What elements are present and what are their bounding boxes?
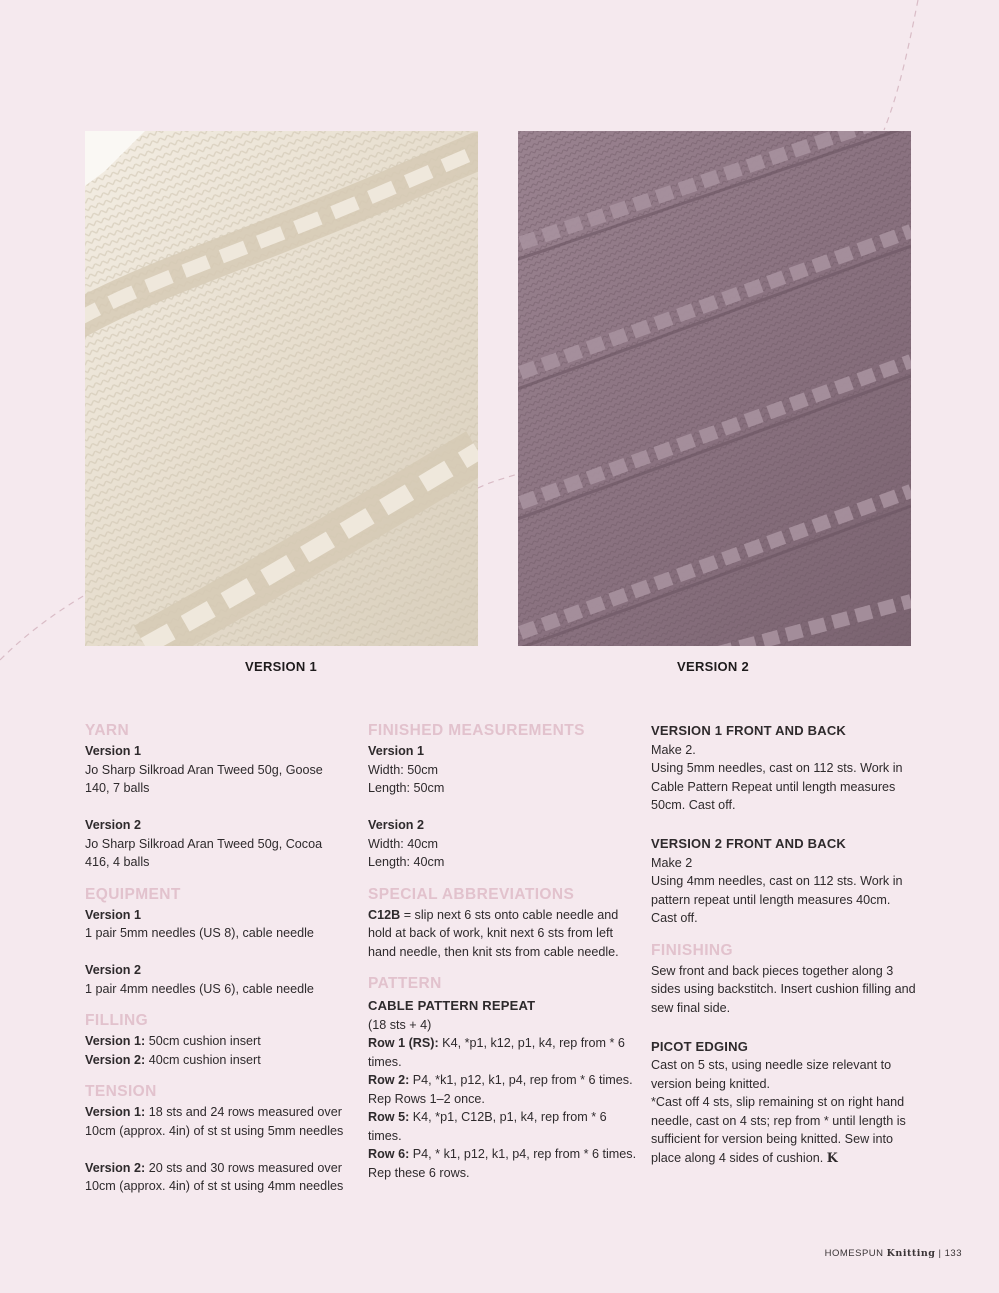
footer-section: Knitting bbox=[886, 1248, 936, 1259]
measurements-v1-length: Length: 50cm bbox=[368, 781, 445, 795]
v1-make-count: Make 2. bbox=[651, 742, 696, 757]
row2-label: Row 2: bbox=[368, 1073, 410, 1087]
rep-all-text: Rep these 6 rows. bbox=[368, 1165, 470, 1180]
column-pattern bbox=[368, 720, 638, 1182]
row2-text: P4, *k1, p12, k1, p4, rep from * 6 times. bbox=[409, 1073, 633, 1087]
row1-text: K4, *p1, k12, p1, k4, rep from * 6 times. bbox=[368, 1036, 625, 1069]
heading-equipment: EQUIPMENT bbox=[85, 885, 181, 903]
mauve-cable-knit-photo bbox=[518, 131, 911, 646]
page-footer bbox=[825, 1248, 962, 1259]
heading-picot-edging: PICOT EDGING bbox=[651, 1038, 749, 1054]
rep-rows-text: Rep Rows 1–2 once. bbox=[368, 1091, 485, 1106]
row5-label: Row 5: bbox=[368, 1110, 410, 1124]
column-materials bbox=[85, 720, 350, 1196]
finishing-text: Sew front and back pieces together along 3 sides using backstitch. Insert cushion filling and sew final side. bbox=[651, 963, 916, 1015]
v2-make-count: Make 2 bbox=[651, 855, 693, 870]
row6-text: P4, * k1, p12, k1, p4, rep from * 6 times. bbox=[409, 1147, 637, 1161]
measurements-v2-length: Length: 40cm bbox=[368, 855, 445, 869]
equipment-v1-label: Version 1 bbox=[85, 907, 142, 922]
footer-separator: | bbox=[938, 1248, 945, 1259]
heading-finishing: FINISHING bbox=[651, 941, 733, 959]
yarn-v2-text: Jo Sharp Silkroad Aran Tweed 50g, Cocoa 416, 4 balls bbox=[85, 836, 323, 869]
heading-yarn: YARN bbox=[85, 722, 130, 739]
filling-v2-label: Version 2: bbox=[85, 1052, 146, 1067]
equipment-v2-label: Version 2 bbox=[85, 963, 142, 977]
equipment-v1-text: 1 pair 5mm needles (US 8), cable needle bbox=[85, 926, 314, 940]
pattern-subheading: CABLE PATTERN REPEAT bbox=[368, 998, 536, 1013]
heading-filling: FILLING bbox=[85, 1012, 149, 1029]
measurements-v2-label: Version 2 bbox=[368, 818, 425, 832]
v1-front-back-text: Using 5mm needles, cast on 112 sts. Work in Cable Pattern Repeat until length measures 50cm. Cast off. bbox=[651, 761, 903, 812]
heading-pattern: PATTERN bbox=[368, 975, 442, 992]
measurements-v2-width: Width: 40cm bbox=[368, 836, 438, 851]
picot-text-2: *Cast off 4 sts, slip remaining st on right hand needle, cast on 4 sts; rep from * until length is sufficient for version being knitted. Sew into place along 4 sides of cushion. bbox=[651, 1095, 906, 1165]
abbreviation-term: C12B bbox=[368, 907, 401, 922]
measurements-v1-label: Version 1 bbox=[368, 744, 425, 758]
filling-v1-text: 50cm cushion insert bbox=[148, 1034, 261, 1048]
heading-v2-front-back: VERSION 2 FRONT AND BACK bbox=[651, 836, 846, 851]
equipment-v2-text: 1 pair 4mm needles (US 6), cable needle bbox=[85, 981, 314, 996]
yarn-v1-text: Jo Sharp Silkroad Aran Tweed 50g, Goose 140, 7 balls bbox=[85, 762, 323, 795]
footer-page-number: 133 bbox=[944, 1248, 962, 1259]
tension-v1-label: Version 1: bbox=[85, 1105, 146, 1119]
yarn-v2-label: Version 2 bbox=[85, 818, 142, 832]
v2-front-back-text: Using 4mm needles, cast on 112 sts. Work in pattern repeat until length measures 40cm. Cast off. bbox=[651, 874, 903, 925]
heading-v1-front-back: VERSION 1 FRONT AND BACK bbox=[651, 723, 846, 738]
end-mark: K bbox=[826, 1149, 838, 1165]
tension-v2-label: Version 2: bbox=[85, 1160, 146, 1175]
caption-version-1: VERSION 1 bbox=[245, 659, 318, 674]
filling-v1-label: Version 1: bbox=[85, 1034, 146, 1048]
filling-v2-text: 40cm cushion insert bbox=[148, 1052, 261, 1067]
row1-label: Row 1 (RS): bbox=[368, 1036, 439, 1050]
heading-tension: TENSION bbox=[85, 1083, 157, 1100]
caption-version-2: VERSION 2 bbox=[677, 659, 750, 674]
cream-cable-knit-photo bbox=[85, 131, 478, 646]
tension-v1-text: 18 sts and 24 rows measured over 10cm (approx. 4in) of st st using 5mm needles bbox=[85, 1105, 344, 1138]
picot-text-1: Cast on 5 sts, using needle size relevant to version being knitted. bbox=[651, 1058, 892, 1091]
footer-magazine: HOMESPUN bbox=[824, 1248, 884, 1259]
abbreviation-text: = slip next 6 sts onto cable needle and hold at back of work, knit next 6 sts from left hand needle, then knit sts from cable needle. bbox=[368, 907, 619, 959]
row5-text: K4, *p1, C12B, p1, k4, rep from * 6 times. bbox=[368, 1110, 607, 1143]
row6-label: Row 6: bbox=[368, 1147, 410, 1161]
column-making-up bbox=[651, 720, 916, 1167]
measurements-v1-width: Width: 50cm bbox=[368, 762, 438, 777]
heading-finished-measurements: FINISHED MEASUREMENTS bbox=[368, 722, 585, 739]
tension-v2-text: 20 sts and 30 rows measured over 10cm (approx. 4in) of st st using 4mm needles bbox=[85, 1160, 344, 1193]
yarn-v1-label: Version 1 bbox=[85, 744, 142, 758]
pattern-stitch-count: (18 sts + 4) bbox=[368, 1017, 432, 1032]
heading-special-abbreviations: SPECIAL ABBREVIATIONS bbox=[368, 885, 575, 903]
